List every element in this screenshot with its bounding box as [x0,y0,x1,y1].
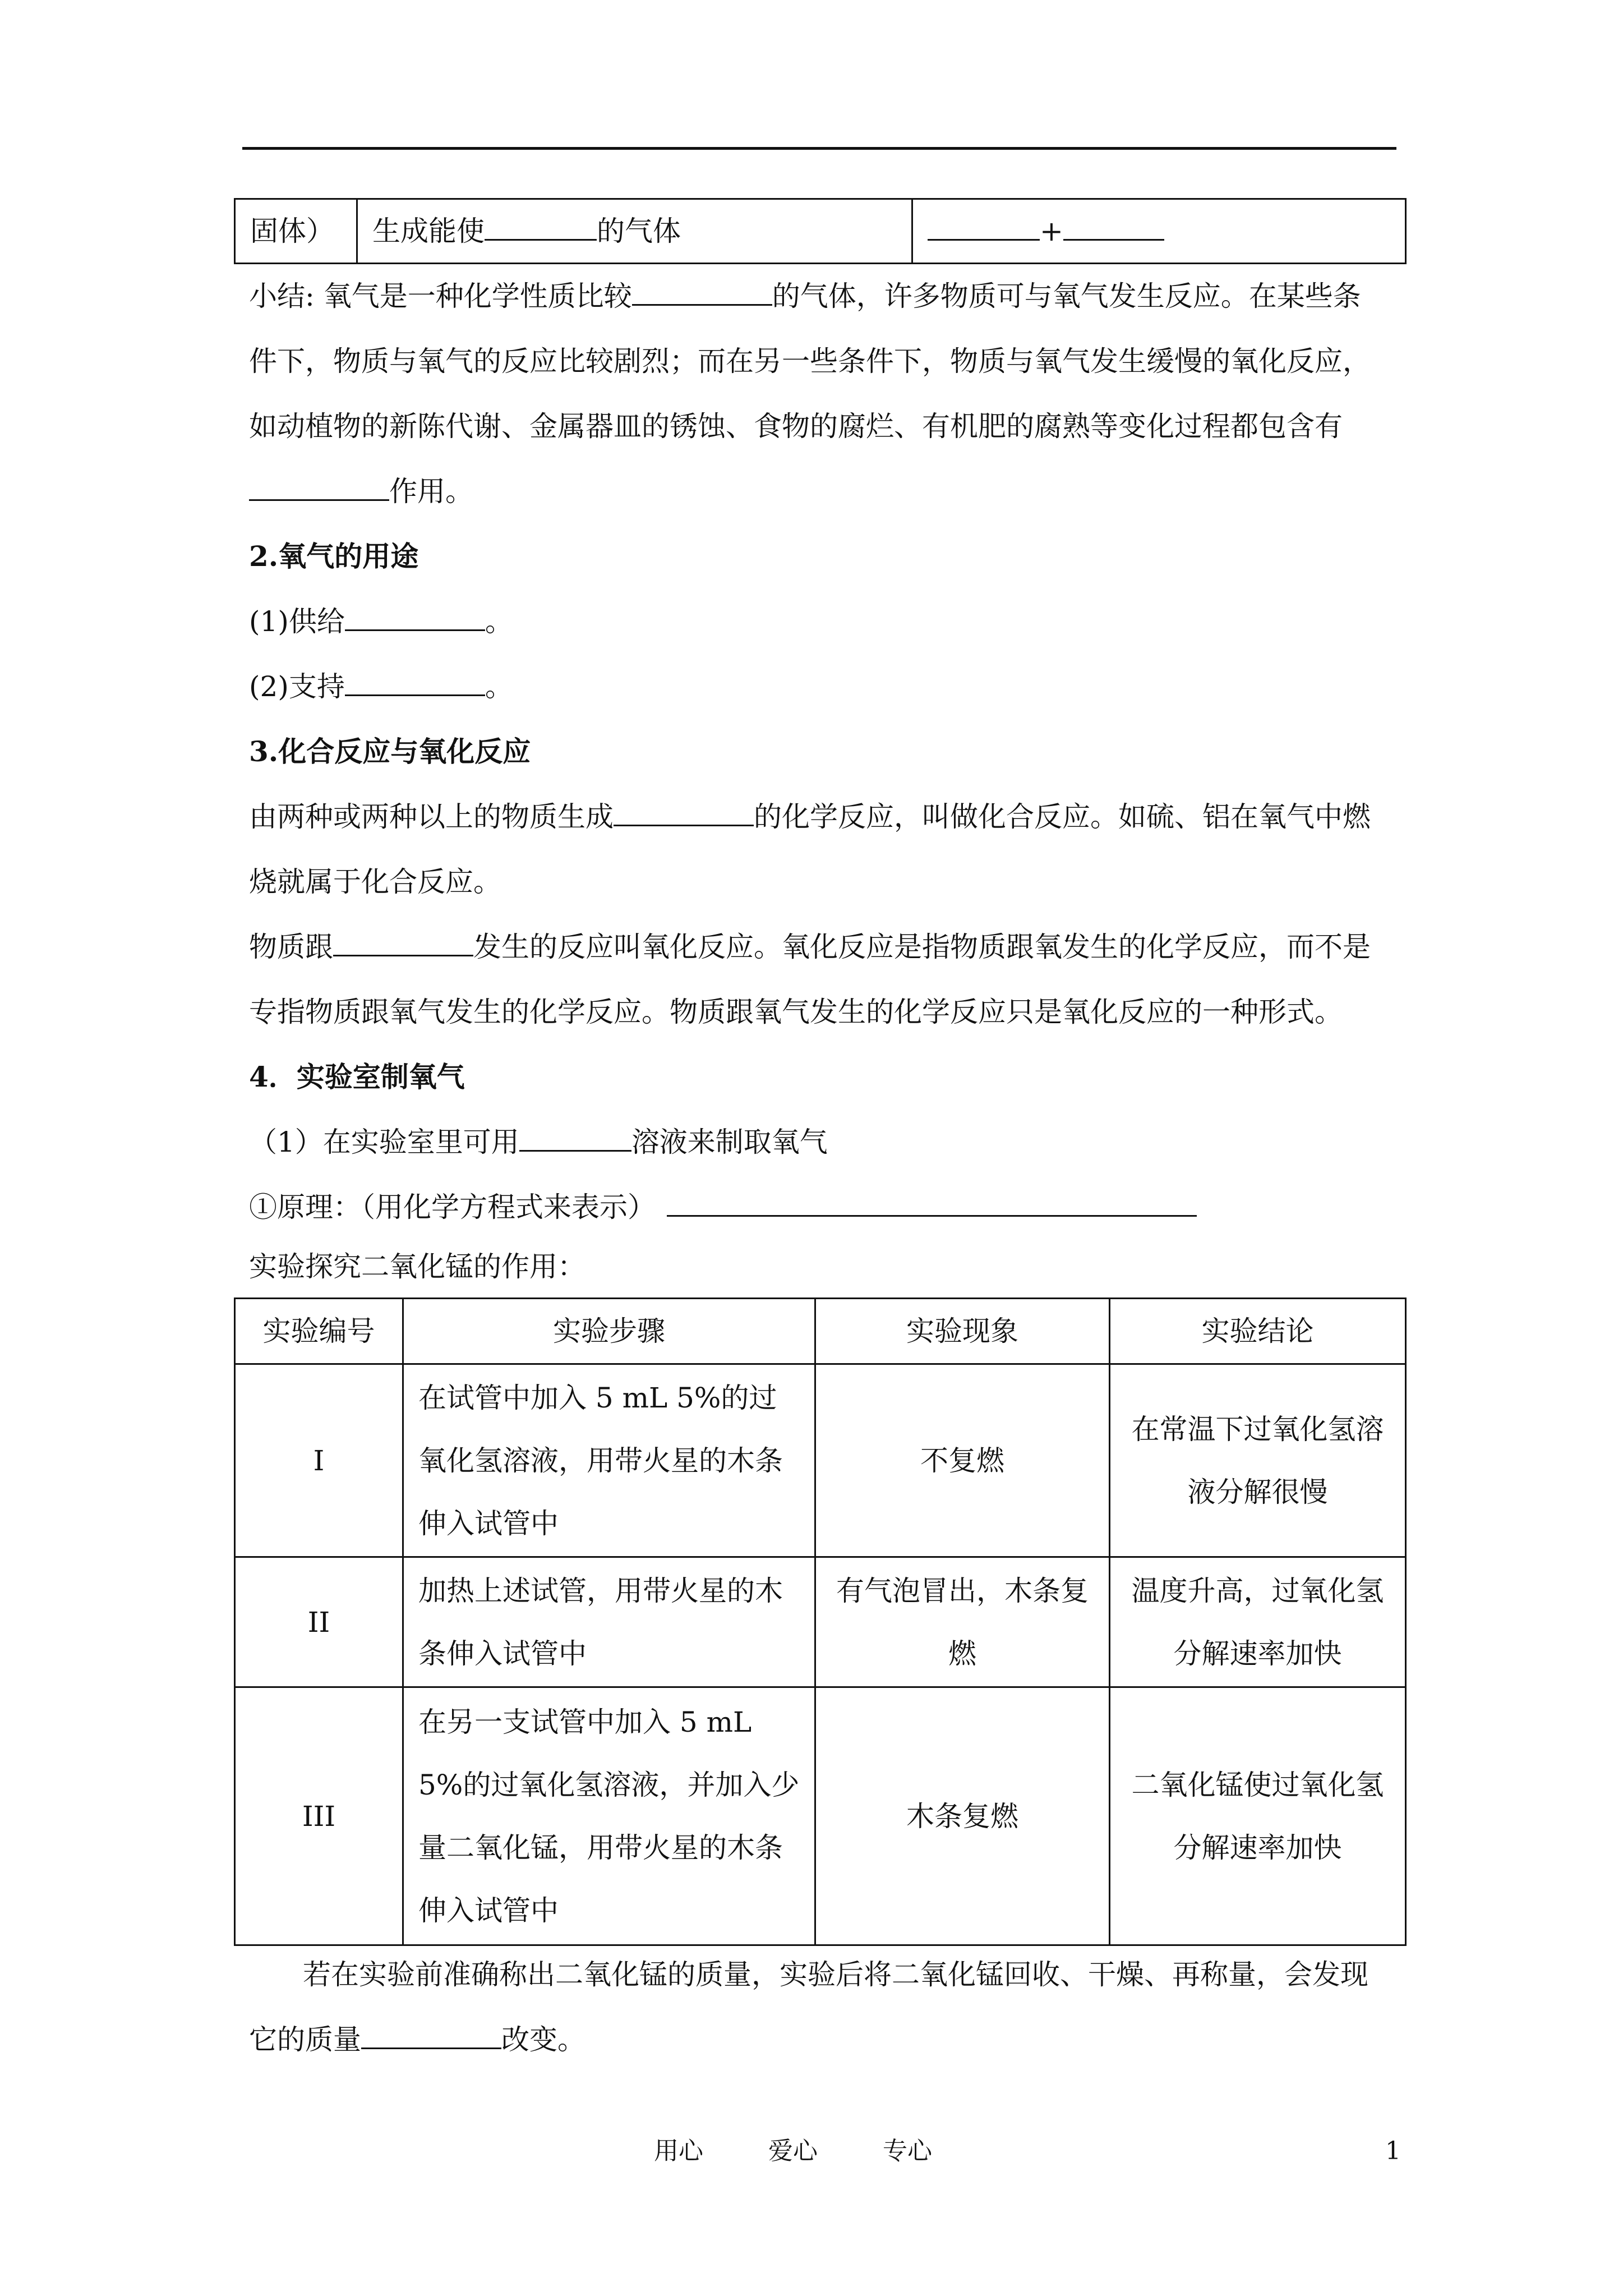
closing-text: 改变。 [501,2023,585,2056]
fill-in-blank [614,800,754,826]
experiment-id: III [235,1687,403,1945]
fill-in-blank [1063,214,1164,241]
fill-in-blank [361,2023,501,2049]
experiment-table [234,1297,1407,1946]
table-row [235,199,1406,264]
summary-text: 小结: 氧气是一种化学性质比较 [249,280,632,312]
summary-line [249,459,1399,524]
summary-line [249,264,1399,329]
section-heading: 3.化合反应与氧化反应 [249,735,531,768]
paragraph-line: 烧就属于化合反应。 [249,866,501,898]
cell-text: 的气体 [597,215,681,247]
experiment-phenomenon: 有气泡冒出，木条复燃 [815,1557,1110,1687]
section-heading: 4．实验室制氧气 [249,1060,465,1093]
table-cell [912,199,1406,264]
fill-in-blank [928,214,1040,241]
paragraph-text: 发生的反应叫氧化反应。氧化反应是指物质跟氧发生的化学反应，而不是 [473,931,1371,963]
page-number: 1 [1385,2137,1401,2165]
footer-motto: 专心 [883,2137,932,2165]
experiment-phenomenon: 不复燃 [815,1364,1110,1557]
experiment-phenomenon: 木条复燃 [815,1687,1110,1945]
summary-line: 件下，物质与氧气的反应比较剧烈；而在另一些条件下，物质与氧气发生缓慢的氧化反应， [249,345,1371,378]
table-row [235,1687,1406,1945]
column-header: 实验现象 [815,1299,1110,1364]
item-text: 。 [485,670,513,703]
paragraph-line [249,914,1399,979]
experiment-step: 加热上述试管，用带火星的木条伸入试管中 [403,1557,815,1687]
closing-line: 若在实验前准确称出二氧化锰的质量，实验后将二氧化锰回收、干燥、再称量，会发现 [303,1958,1368,1991]
table-row [235,1557,1406,1687]
list-item [249,589,1399,654]
summary-text: 作用。 [389,475,473,508]
paragraph-text: 溶液来制取氧气 [631,1126,828,1158]
table-cell: 固体） [235,199,357,264]
summary-text: 的气体，许多物质可与氧气发生反应。在某些条 [772,280,1361,312]
fill-in-blank [519,1125,631,1152]
fill-in-blank [333,930,473,956]
paragraph-line [249,1175,1399,1240]
paragraph-text: 由两种或两种以上的物质生成 [249,800,614,833]
column-header: 实验结论 [1110,1299,1406,1364]
table-row [235,1364,1406,1557]
column-header: 实验步骤 [403,1299,815,1364]
paragraph-line: 专指物质跟氧气发生的化学反应。物质跟氧气发生的化学反应只是氧化反应的一种形式。 [249,996,1343,1028]
fill-in-blank [485,214,597,241]
section-heading: 2.氧气的用途 [249,540,419,573]
plus-sign: + [1040,215,1063,247]
experiment-conclusion: 在常温下过氧化氢溶液分解很慢 [1110,1364,1406,1557]
fill-in-blank [345,670,485,696]
table-header-row [235,1299,1406,1364]
experiment-conclusion: 温度升高，过氧化氢分解速率加快 [1110,1557,1406,1687]
paragraph-text: 的化学反应，叫做化合反应。如硫、铝在氧气中燃 [754,800,1371,833]
closing-text: 它的质量 [249,2023,361,2056]
column-header: 实验编号 [235,1299,403,1364]
closing-line [249,2007,1399,2072]
item-text: 。 [485,605,513,638]
cell-text: 生成能使 [372,215,485,247]
experiment-step: 在试管中加入 5 mL 5%的过氧化氢溶液，用带火星的木条伸入试管中 [403,1364,815,1557]
fill-in-blank [632,279,772,306]
table-cell [357,199,912,264]
experiment-step: 在另一支试管中加入 5 mL 5%的过氧化氢溶液，并加入少量二氧化锰，用带火星的木条伸入试管中 [403,1687,815,1945]
paragraph-text: ①原理：（用化学方程式来表示） [249,1191,656,1223]
summary-line: 如动植物的新陈代谢、金属器皿的锈蚀、食物的腐烂、有机肥的腐熟等变化过程都包含有 [249,410,1343,443]
header-rule [242,147,1396,150]
item-text: (1)供给 [249,605,345,638]
footer-motto: 用心 [654,2137,703,2165]
experiment-id: II [235,1557,403,1687]
fill-in-blank [249,475,389,501]
item-text: (2)支持 [249,670,345,703]
paragraph-text: （1）在实验室里可用 [249,1126,519,1158]
footer-motto: 爱心 [768,2137,818,2165]
experiment-id: I [235,1364,403,1557]
paragraph-text: 物质跟 [249,931,333,963]
continuation-table [234,198,1407,264]
paragraph-line: 实验探究二氧化锰的作用： [249,1250,585,1283]
paragraph-line [249,1110,1399,1175]
fill-in-blank [667,1190,1197,1217]
list-item [249,654,1399,719]
experiment-conclusion: 二氧化锰使过氧化氢分解速率加快 [1110,1687,1406,1945]
paragraph-line [249,784,1399,849]
fill-in-blank [345,605,485,631]
